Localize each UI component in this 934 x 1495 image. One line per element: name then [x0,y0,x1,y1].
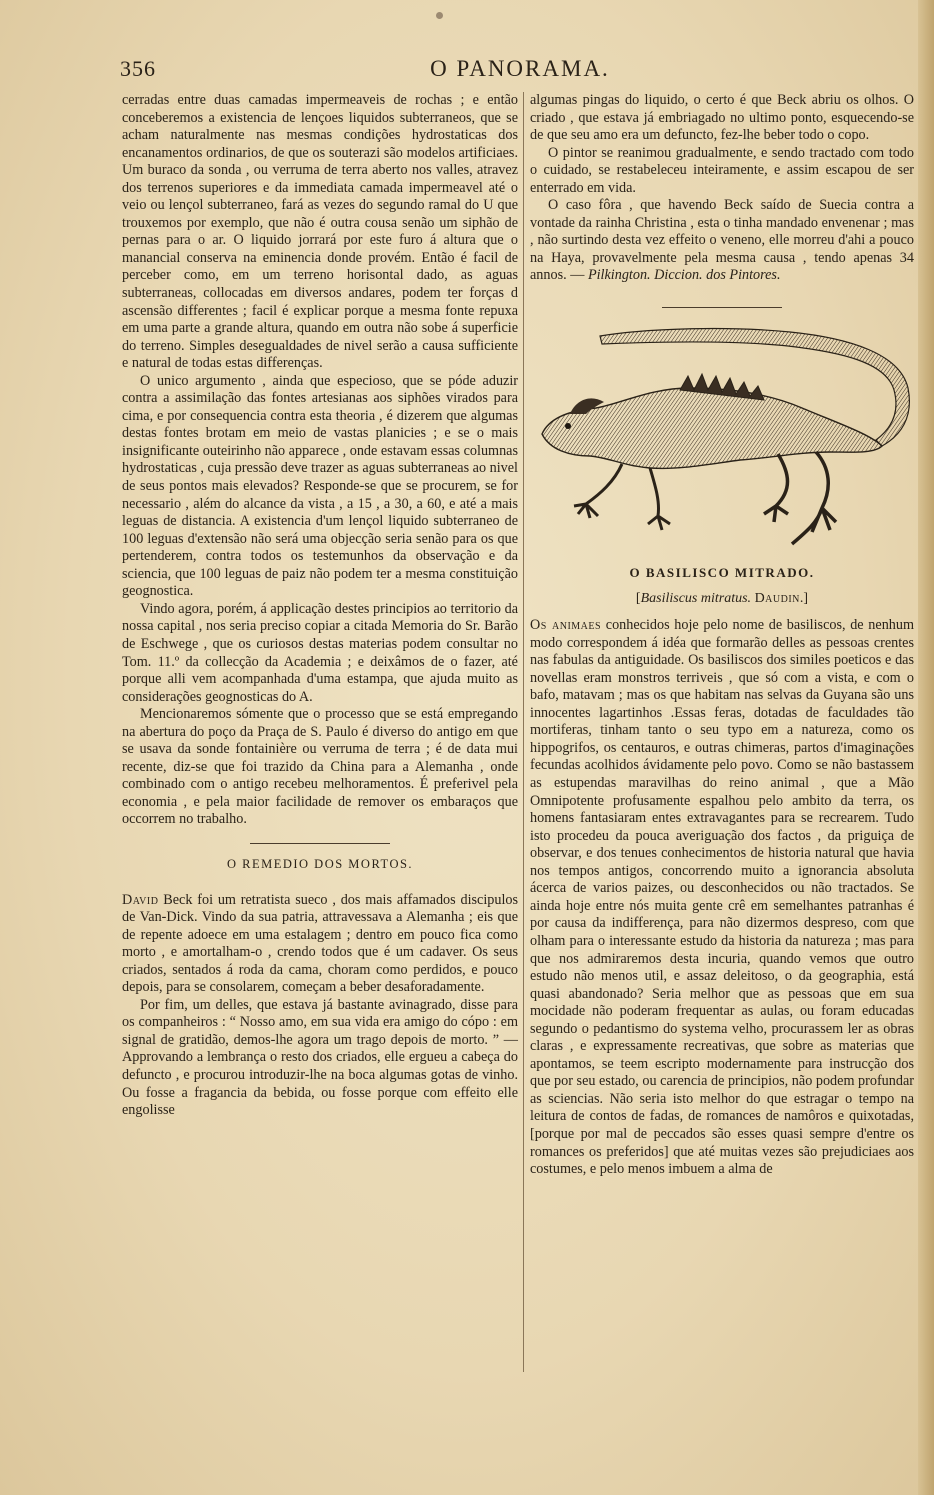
section-rule [250,843,390,844]
section-title: O REMEDIO DOS MORTOS. [226,856,414,871]
ink-dot [436,12,443,19]
paragraph: O unico argumento , ainda que especioso, que se póde aduzir contra a assimilação das fontes artesianas aos siphões virados para cima, e por consequencia contra esta theoria , é dizerem que algumas destas fontes brotam em meio de vastas planicies ; e se o mais insignificante outeirinho não apparece , onde estavam essas columnas hydrostaticas , cuja pressão deve trazer as aguas subterraneas ao nivel de seus pontos mais elevados? Responde-se que se procurem, se for necessario , além do alcance da vista , a 15 , a 30, a 60, e até a mais leguas de distancia. A existencia d'um lençol liquido subterraneo de 100 leguas d'extensão não será uma objecção seria senão para os que pertenderem, contra todos os testemunhos da observação e da sciencia, que 100 leguas de paiz não podem ter a mesma constituição geognostica. [122,372,518,600]
paragraph: Por fim, um delles, que estava já bastante avinagrado, disse para os companheiros : “ Nosso amo, em sua vida era amigo do cópo : em signal de gratidão, demos-lhe agora um trago depois de morto. ” — Approvando a lembrança o resto dos criados, elle ergueu a cabeça do defuncto , e procurou introduzir-lhe na boca algumas gotas de vinho. Ou fosse a fragancia da bebida, ou fosse porque com effeito elle engolisse [122,996,518,1119]
basilisk-illustration [530,318,914,558]
latin-name: Basiliscus mitratus. [640,590,752,606]
column-divider [523,92,524,1372]
running-title: O PANORAMA. [430,56,610,81]
paragraph: Mencionaremos sómente que o processo que se está empregando na abertura do poço da Praça de S. Paulo é diverso do antigo em que se usava da sonde fontainière ou verruma de terra ; é de data mui recente, diz-se que foi trazido da China para a Alemanha , onde combinado com o antigo recebeu melhoramentos. É preferivel pela economia , e pela maior facilidade de remover os embaraços que occorrem no trabalho. [122,706,518,828]
paragraph: algumas pingas do liquido, o certo é que Beck abriu os olhos. O criado , que estava já embriagado no ultimo ponto, esquecendo-se de que seu amo era um defuncto, fez-lhe beber todo o copo. [530,92,914,144]
paragraph: cerradas entre duas camadas impermeaveis de rochas ; e então conceberemos a existencia de lençoes liquidos subterraneos, que se acham naturalmente nas mesmas condições hydrostaticas dos encanamentos ordinarios, de que os souterazi são modelos artificiaes. Um buraco da sonda , ou verruma de terra aberto nos valles, atravez dos terrenos superiores e da immediata camada impermeavel até o veio ou lençol subterraneo, fará as vezes do segundo ramal do U que trouxemos por exemplo, que não é outra cousa senão um siphão de pernas para o ar. O liquido jorrará por este furo á altura que o manancial conserva na eminencia donde provém. Então é facil de perceber como, em um terreno horisontal dado, as aguas subterraneas, collocadas em diversos andares, podem ter forças d ascensão differentes ; facil é explicar porque a mesma fonte repuxa em uma parte a grande altura, quando em outra não sobe á superficie do terreno. Simples desegualdades de nivel serão a causa sufficiente e natural de todas estas differenças. [122,92,518,372]
page-header [120,56,920,86]
paragraph-text: conhecidos hoje pelo nome de basiliscos, de nenhum modo correspondem á idéa que formarão delles as pessoas crentes nas fabulas da antiguidade. Os basiliscos dos similes poeticos e das novellas eram monstros terriveis , que só com a vista, e com o bafo, matavam ; mas os que habitam nas selvas da Guyana são uns innocentes lagartinhos .Essas feras, dotadas de faculdades tão mortiferas, tinham tanto o seu typo em a natureza, como os hippogrifos, os centauros, e outras chimeras, partos d'imaginações fecundas acolhidos ávidamente pelo povo. Como se não bastassem as estupendas maravilhas do reino animal , que a Mão Omnipotente profusamente espalhou pelo ambito da terra, os homens fantasiaram entes extravagantes para se recrearem. Tudo isto procedeu da pouca averiguação dos factos , da priguiça de observar, e dos tenues conhecimentos de historia natural que havia nos tempos antigos, concorrendo muito a ignorancia absoluta ácerca de varios paizes, ou desconhecidos ou não tractados. Se ainda hoje entre nós muita gente crê em semelhantes patranhas é por causa da indifferença, para não dizermos despreso, com que olham para o interessante estudo da historia da natureza ; mas para que nos admiraremos desta incuria, quando vemos que outro estudo não menos util, e assaz deleitoso, o da geographia, está quasi abandonado? Seria melhor que as pessoas que em sua mocidade não poderam frequentar as aulas, ou foram educadas segundo o pedantismo do systema velho, procurassem ler as obras claras , e expressamente recreativas, que sobre as materias que apontamos, se teem escripto modernamente para instrucção dos que por seu estado, ou carencia de principios, não podem profundar as sciencias. Não seria isto melhor do que estragar o tempo na leitura de contos de fadas, de romances de namôros e quixotadas, [porque por mal de peccados são esses quasi sempre d'entre os romances os preferidos] que até muitas vezes são prejudiciaes aos costumes, e pelo menos imbuem a alma de [530,617,915,1178]
figure-caption: O BASILISCO MITRADO. [629,565,815,581]
paragraph-text: Beck foi um retratista sueco , dos mais affamados discipulos de Van-Dick. Vindo da sua patria, attravessava a Alemanha ; eis que de repente adoece em uma estalagem ; dentro em pouco fica como morto , e amortalham-o , crendo todos que é um cadaver. Os seus criados, sentados á roda da cama, choram como perdidos, e pouco depois, para se consolarem, começam a beber desaforadamente. [122,891,519,996]
lizard-engraving-icon [530,318,914,558]
page-edge [918,0,934,1495]
right-column [530,92,914,1179]
paragraph [530,617,914,1179]
paragraph [122,892,518,997]
attribution: Pilkington. Diccion. dos Pintores. [587,267,781,284]
paragraph: O pintor se reanimou gradualmente, e sendo tractado com todo o cuidado, se restabeleceu inteiramente, e assim escapou de ser enterrado em vida. [530,144,914,196]
paragraph [530,197,914,285]
author-name: Daudin [754,590,800,606]
left-column [122,92,518,1120]
paragraph: Vindo agora, porém, á applicação destes principios ao territorio da nossa capital , nos seria preciso copiar a citada Memoria do Sr. Barão de Eschwege , que os curiosos destas materias podem consultar no Tom. 11.º da collecção da Academia ; e deixâmos de o fazer, até porque alli vem acompanhada d'uma estampa, que ajuda muito as considerações geognosticas do A. [122,600,518,705]
page-number: 356 [120,56,156,81]
lead-word: Os animaes [530,617,602,634]
separator-rule [662,307,782,308]
figure-subcaption: [Basiliscus mitratus. Daudin.] [635,590,809,606]
lead-word: David [122,891,159,908]
paragraph-text: O caso fôra , que havendo Beck saído de Suecia contra a vontade da rainha Christina , esta o tinha mandado envenenar ; mas , não surtindo desta vez effeito o veneno, elle morreu d'ahi a pouco na Haya, provavelmente pela mesma causa , tendo apenas 34 annos. — [530,197,914,284]
